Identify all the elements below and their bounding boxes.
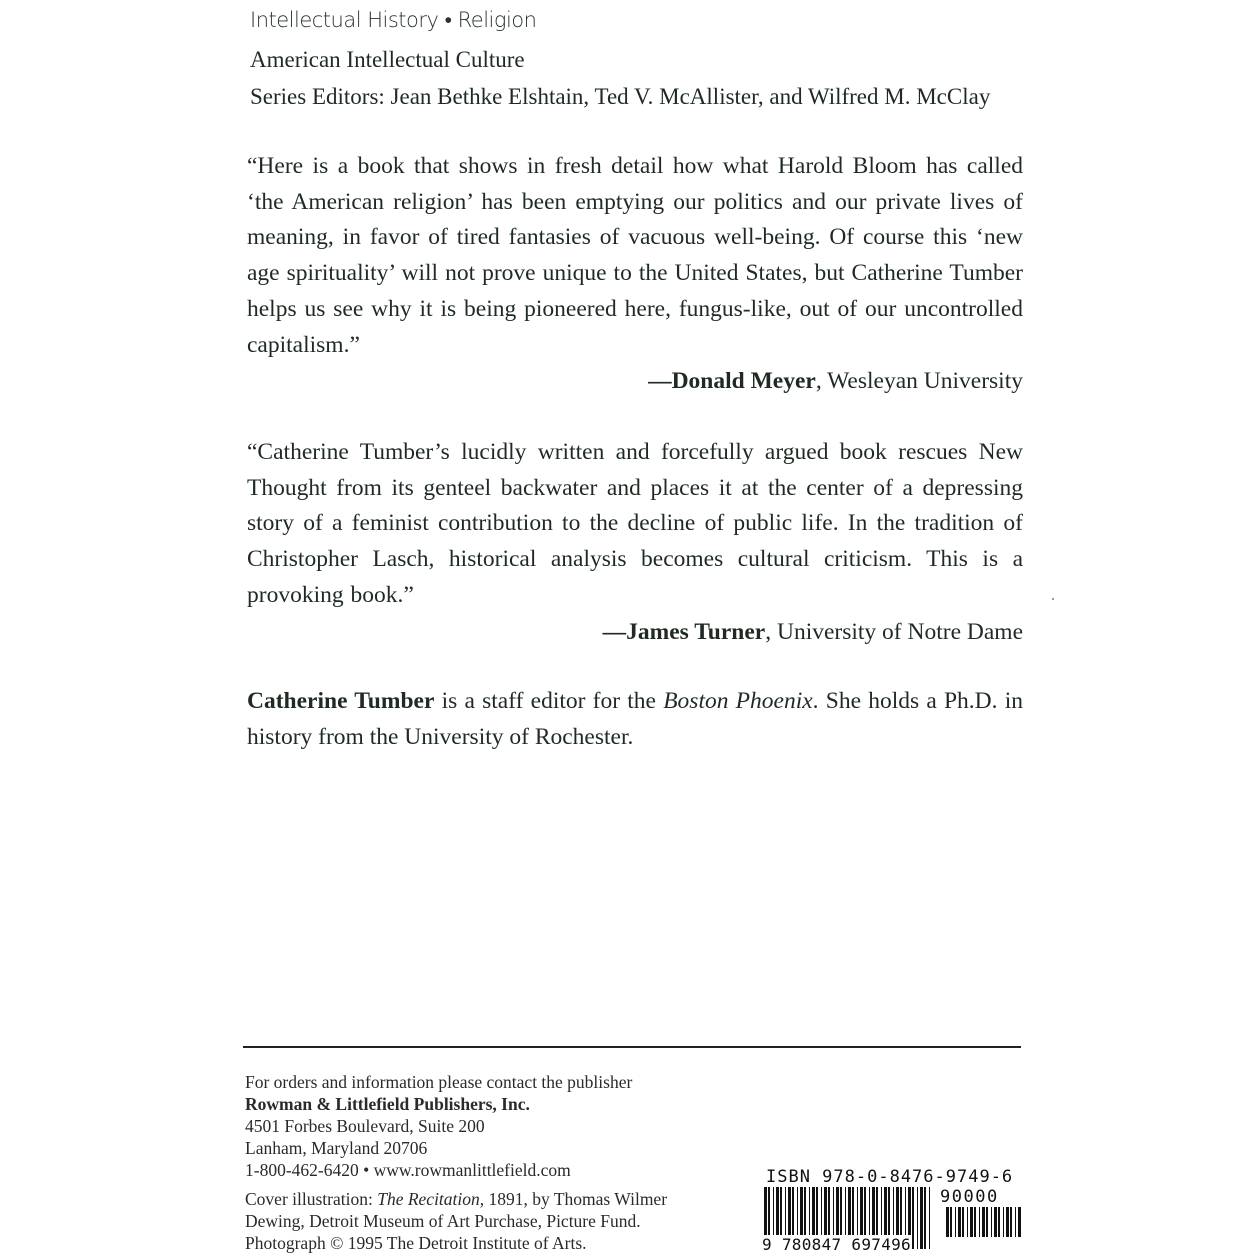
barcode-bar xyxy=(1010,1207,1012,1237)
blurb-1 xyxy=(247,149,1023,399)
barcode-bar xyxy=(991,1207,992,1237)
barcode-bar xyxy=(950,1207,952,1237)
barcode-bar xyxy=(986,1207,988,1237)
blurb-2-author: —James Turner xyxy=(602,618,766,645)
blurb-2-text: “Catherine Tumber’s lucidly written and forcefully argued book rescues New Thought from its genteel backwater and places it at the center of a depressing story of a feminist contribution to the decline of public life. In the tradition of Christopher Lasch, historical analysis becomes cultural criticism. This is a provoking book.” xyxy=(247,439,1023,608)
blurb-2-attribution xyxy=(247,614,1023,650)
series-editors: Series Editors: Jean Bethke Elshtain, Ted V. McAllister, and Wilfred M. McClay xyxy=(250,84,991,109)
barcode xyxy=(762,1167,1024,1257)
barcode-bar xyxy=(970,1207,973,1237)
bio-text-1: is a staff editor for the xyxy=(434,688,664,714)
barcode-bar xyxy=(920,1187,923,1249)
addon-bars xyxy=(944,1207,1022,1237)
publisher-info xyxy=(245,1071,632,1181)
credit-line-2: Dewing, Detroit Museum of Art Purchase, Picture Fund. xyxy=(245,1211,641,1231)
author-bio xyxy=(247,684,1023,755)
credit-work-title: The Recitation, xyxy=(377,1189,485,1209)
barcode-bar xyxy=(962,1207,964,1237)
cover-credit xyxy=(245,1188,667,1254)
ean-digits: 9 780847 697496 xyxy=(762,1235,911,1254)
publisher-address-1: 4501 Forbes Boulevard, Suite 200 xyxy=(245,1116,485,1136)
barcode-bar xyxy=(955,1207,956,1237)
blurb-2-affiliation: , University of Notre Dame xyxy=(765,618,1023,645)
credit-line-1-rest: 1891, by Thomas Wilmer xyxy=(484,1189,668,1209)
publisher-name: Rowman & Littlefield Publishers, Inc. xyxy=(245,1094,530,1114)
barcode-bar xyxy=(1003,1207,1004,1237)
blurb-1-text: “Here is a book that shows in fresh detail how what Harold Bloom has called ‘the American religion’ has been emptying our politics and our private lives of meaning, in favor of tired fantasies of vacuous well-being. Of course this ‘new age spirituality’ will not prove unique to the United States, but Catherine Tumber helps us see why it is being pioneered here, fungus-like, out of our uncontrolled capitalism.” xyxy=(247,153,1023,358)
barcode-bar xyxy=(974,1207,976,1237)
bio-text-2: . She holds a Ph.D. in history from the University of Rochester. xyxy=(247,688,1023,750)
barcode-bar xyxy=(929,1187,930,1249)
barcode-bar xyxy=(1018,1207,1021,1237)
blurb-1-author: —Donald Meyer xyxy=(648,368,816,395)
blurb-2 xyxy=(247,435,1023,650)
barcode-bar xyxy=(1006,1207,1009,1237)
barcode-bar xyxy=(982,1207,985,1237)
speck xyxy=(1052,598,1054,600)
publisher-contact: 1-800-462-6420 • www.rowmanlittlefield.com xyxy=(245,1160,571,1180)
barcode-bar xyxy=(998,1207,1000,1237)
barcode-bar xyxy=(979,1207,980,1237)
series-title: American Intellectual Culture xyxy=(250,47,525,72)
book-categories: Intellectual History • Religion xyxy=(250,8,537,32)
divider-rule xyxy=(243,1046,1021,1048)
barcode-bar xyxy=(946,1207,949,1237)
barcode-bar xyxy=(917,1187,918,1249)
author-name: Catherine Tumber xyxy=(247,688,435,714)
barcode-bar xyxy=(1015,1207,1016,1237)
publisher-intro: For orders and information please contact the publisher xyxy=(245,1072,633,1092)
credit-line-3: Photograph © 1995 The Detroit Institute of Arts. xyxy=(245,1233,587,1253)
credit-prefix: Cover illustration: xyxy=(245,1189,378,1209)
barcode-bar xyxy=(924,1187,926,1249)
addon-label: 90000 xyxy=(940,1187,999,1207)
barcode-bar xyxy=(912,1187,914,1249)
blurb-1-affiliation: , Wesleyan University xyxy=(815,368,1023,395)
barcode-bar xyxy=(994,1207,997,1237)
blurb-1-attribution xyxy=(247,363,1023,399)
publication-name: Boston Phoenix xyxy=(663,688,813,714)
publisher-address-2: Lanham, Maryland 20706 xyxy=(245,1138,428,1158)
isbn-label: ISBN 978-0-8476-9749-6 xyxy=(766,1167,1014,1187)
barcode-bar xyxy=(967,1207,968,1237)
barcode-bar xyxy=(958,1207,961,1237)
